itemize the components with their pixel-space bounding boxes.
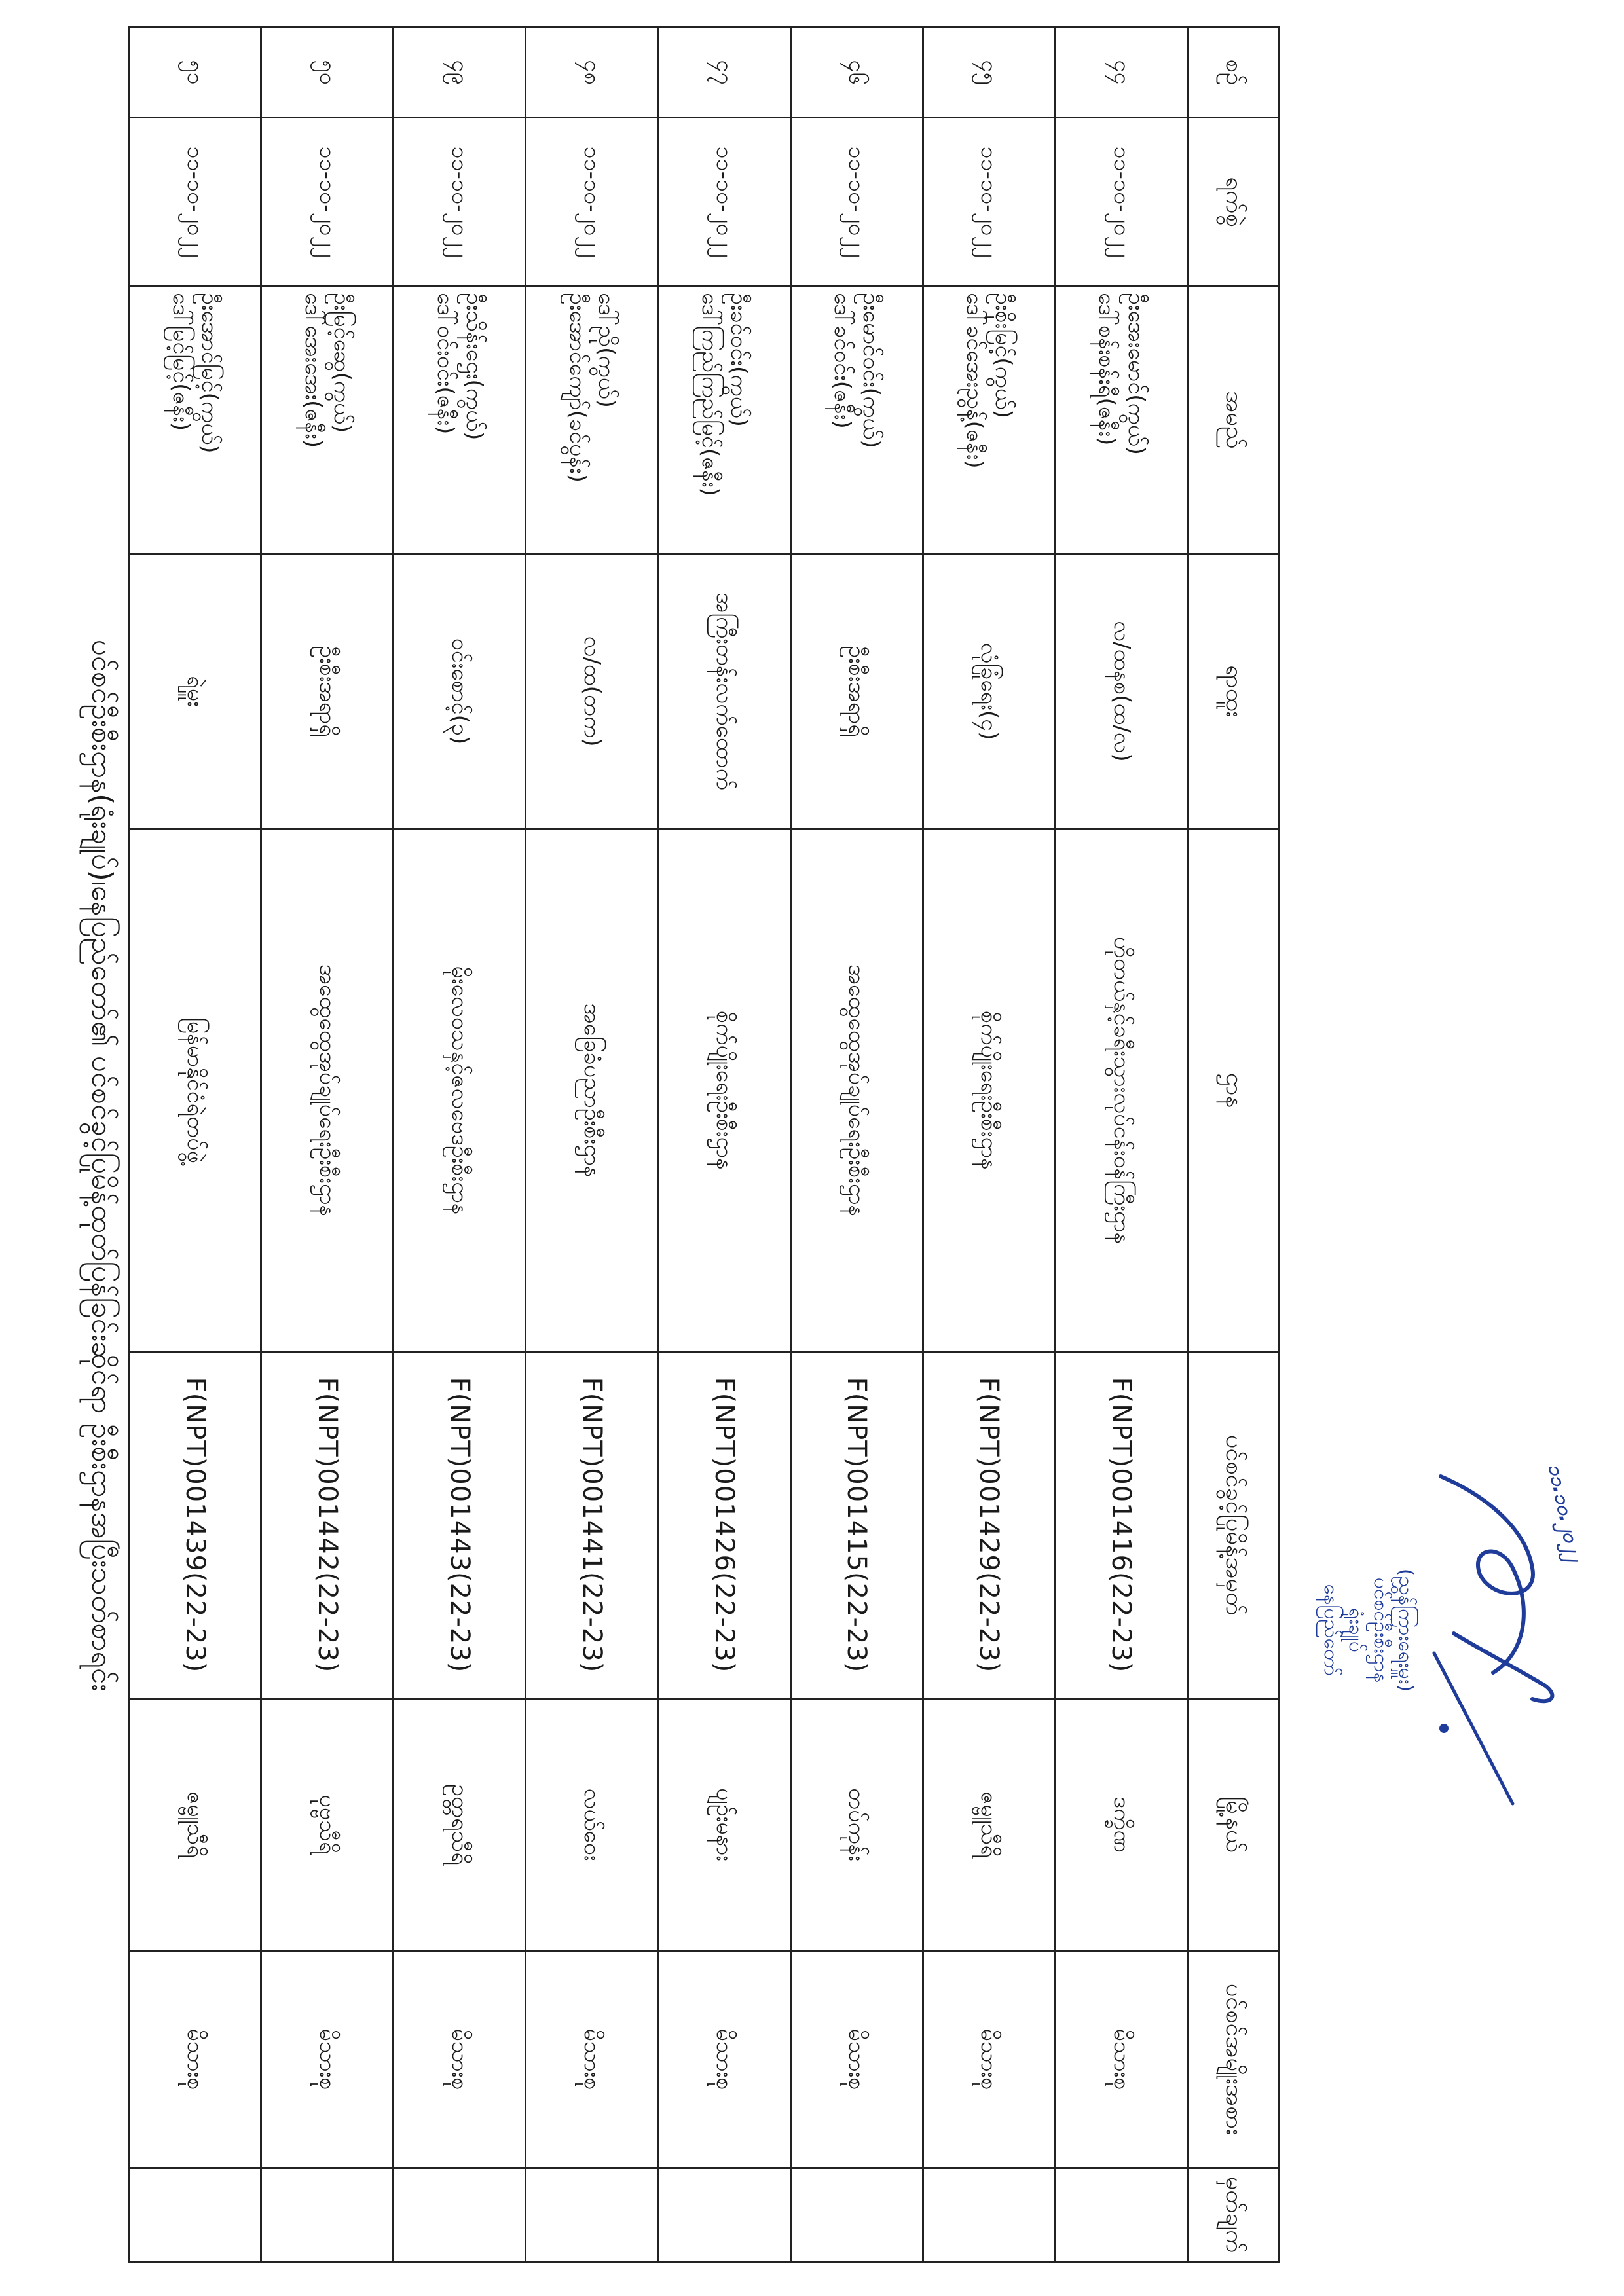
document-title: ပင်စင်ဦးစီးဌာန(ရုံးချုပ်)၊နေပြည်တော်၏ ပင်စင်ခွင့်ပြုမိန့်ထုတ်ပြန်ခြင်းဆိုင်ရာ ဦးစီးဌာနအပြီးသတ်စာရင်း — [85, 639, 119, 1692]
cell-permit: F(NPT)001442(22-23) — [261, 1352, 394, 1699]
cell-remark — [658, 2168, 790, 2262]
cell-type: မိသားစု — [1055, 1951, 1187, 2168]
cell-place: လယ်ဝေး — [526, 1699, 658, 1951]
table-row — [129, 27, 261, 2262]
cell-office: ဟိုတယ်နှင့်ခရီးသွားလုပ်ငန်းဝန်ကြီးဌာန — [1055, 829, 1187, 1352]
stamp-title: (ညွှန်ကြားရေးမှူး) — [1394, 1568, 1417, 1692]
cell-name — [923, 287, 1055, 554]
header-post: ရာထူး — [1188, 554, 1280, 829]
cell-place: ပျဉ်းမနား — [658, 1699, 790, 1951]
cell-office: အထွေထွေအုပ်ချုပ်ရေးဦးစီးဌာန — [790, 829, 923, 1352]
name-primary: ဒေါ်ညို(ကွယ်) — [593, 293, 620, 408]
cell-type: မိသားစု — [790, 1951, 923, 2168]
cell-date: ၁၁-၁၀-၂၀၂၂ — [790, 118, 923, 287]
stamp-city: နေပြည်တော် — [1320, 1584, 1342, 1677]
name-dependent: ဦးအောင်ကျော်(ခင်ပွန်း) — [564, 293, 591, 483]
cell-office: စိုက်ပျိုးရေးဦးစီးဌာန — [658, 829, 790, 1352]
table-header-row — [1188, 27, 1280, 2262]
cell-post: ဦးစီးအရာရှိ — [261, 554, 394, 829]
cell-date: ၁၁-၁၀-၂၀၂၂ — [1055, 118, 1187, 287]
cell-no: ၄၈ — [526, 27, 658, 118]
cell-no: ၄၆ — [790, 27, 923, 118]
cell-remark — [790, 2168, 923, 2262]
name-dependent: ဒေါ်ခင်အေးညွန့်(ဇနီး) — [961, 293, 988, 469]
header-name: အမည် — [1188, 287, 1280, 554]
cell-remark — [1055, 2168, 1187, 2262]
header-place: မြို့နယ် — [1188, 1699, 1280, 1951]
cell-type: မိသားစု — [394, 1951, 526, 2168]
name-dependent: ဒေါ်စန်းစန်းရီ(ဇနီး) — [1094, 293, 1120, 446]
cell-name — [658, 287, 790, 554]
header-remark: မှတ်ချက် — [1188, 2168, 1280, 2262]
header-office: ဌာန — [1188, 829, 1280, 1352]
cell-permit: F(NPT)001443(22-23) — [394, 1352, 526, 1699]
cell-date: ၁၁-၁၀-၂၀၂၂ — [394, 118, 526, 287]
cell-no: ၅၀ — [261, 27, 394, 118]
handwritten-signature — [1408, 1437, 1604, 1823]
name-primary: ဦးသိန်းဌေး(ကွယ်) — [461, 293, 487, 441]
cell-type: မိသားစု — [526, 1951, 658, 2168]
cell-permit: F(NPT)001426(22-23) — [658, 1352, 790, 1699]
name-dependent: ဒေါ်မြင့်မြင့်(ဇနီး) — [167, 293, 194, 431]
cell-post: ဝင်းစောင့်(၃) — [394, 554, 526, 829]
cell-remark — [394, 2168, 526, 2262]
cell-remark — [261, 2168, 394, 2262]
cell-post: အကြီးတန်းလက်ထောက် — [658, 554, 790, 829]
name-dependent: ဒေါ်ခင်ဝင်း(ဇနီး) — [829, 293, 856, 429]
cell-remark — [526, 2168, 658, 2262]
header-permit: ပင်စင်ခွင့်ပြုမိန့်အမှတ် — [1188, 1352, 1280, 1699]
cell-type: မိသားစု — [261, 1951, 394, 2168]
name-dependent: ဒေါ်အေးအေး(ဇနီး) — [299, 293, 326, 448]
cell-office: အခြေခံပညာဦးစီးဌာန — [526, 829, 658, 1352]
approval-date: ၁၁.၁၀.၂၀၂၂ — [1543, 1461, 1587, 1563]
cell-no: ၄၄ — [1055, 27, 1187, 118]
table-row — [923, 27, 1055, 2262]
table-row — [261, 27, 394, 2262]
name-primary: ဦးမောင်ဝင်း(ကွယ်) — [858, 293, 885, 448]
header-no: စဉ် — [1188, 27, 1280, 118]
cell-date: ၁၁-၁၀-၂၀၂၂ — [129, 118, 261, 287]
cell-remark — [923, 2168, 1055, 2262]
name-dependent: ဒေါ်ဝင်းဝင်း(ဇနီး) — [432, 293, 458, 435]
cell-no: ၄၇ — [658, 27, 790, 118]
cell-permit: F(NPT)001415(22-23) — [790, 1352, 923, 1699]
cell-post: လ/ထ(တက) — [526, 554, 658, 829]
approval-block — [1310, 1437, 1604, 1823]
table-row — [526, 27, 658, 2262]
cell-name — [1055, 287, 1187, 554]
cell-name — [790, 287, 923, 554]
table-row — [790, 27, 923, 2262]
name-primary: ဦးအေးမောင်(ကွယ်) — [1122, 293, 1149, 455]
cell-place: တပ်ကုန်း — [790, 1699, 923, 1951]
cell-type: မိသားစု — [129, 1951, 261, 2168]
cell-office: မြန်မာနိုင်ငံရဲတပ်ဖွဲ့ — [129, 829, 261, 1352]
cell-type: မိသားစု — [923, 1951, 1055, 2168]
table-row — [1055, 27, 1187, 2262]
cell-office: မိုးလေဝသနှင့်ဇလဗေဒဦးစီးဌာန — [394, 829, 526, 1352]
cell-date: ၁၁-၁၀-၂၀၂၂ — [923, 118, 1055, 287]
cell-office: စိုက်ပျိုးရေးဦးစီးဌာန — [923, 829, 1055, 1352]
table-row — [394, 27, 526, 2262]
cell-place: ဥတ္တရသီရိ — [394, 1699, 526, 1951]
stamp-department: ပင်စင်ဦးစီးဌာန — [1369, 1577, 1392, 1683]
cell-permit: F(NPT)001416(22-23) — [1055, 1352, 1187, 1699]
cell-no: ၄၉ — [394, 27, 526, 118]
cell-type: မိသားစု — [658, 1951, 790, 2168]
cell-place: ဒက္ခိဏ — [1055, 1699, 1187, 1951]
cell-permit: F(NPT)001439(22-23) — [129, 1352, 261, 1699]
cell-name — [261, 287, 394, 554]
cell-post: ရဲမှူး — [129, 554, 261, 829]
cell-permit: F(NPT)001429(22-23) — [923, 1352, 1055, 1699]
name-primary: ဦးအောင်မြင့်(ကွယ်) — [196, 293, 223, 454]
stamp-office: ရုံးချုပ် — [1344, 1608, 1367, 1652]
cell-post: လုံခြုံရေး(၄) — [923, 554, 1055, 829]
cell-post: ဦးစီးအရာရှိ — [790, 554, 923, 829]
cell-date: ၁၁-၁၀-၂၀၂၂ — [261, 118, 394, 287]
cell-remark — [129, 2168, 261, 2262]
cell-place: ဇမ္ဗူသီရိ — [129, 1699, 261, 1951]
cell-name — [129, 287, 261, 554]
cell-date: ၁၁-၁၀-၂၀၂၂ — [526, 118, 658, 287]
cell-name — [526, 287, 658, 554]
cell-name — [394, 287, 526, 554]
cell-place: ဇမ္ဗူသီရိ — [923, 1699, 1055, 1951]
name-primary: ဦးမြင့်ဆွေ(ကွယ်) — [328, 293, 355, 433]
header-type: ပင်စင်အမျိုးအစား — [1188, 1951, 1280, 2168]
header-date: ရက်စွဲ — [1188, 118, 1280, 287]
name-primary: ဦးစိုးမြင့်(ကွယ်) — [990, 293, 1017, 419]
name-primary: ဦးခင်ဝင်း(ကွယ်) — [726, 293, 752, 427]
pension-approval-table — [128, 26, 1280, 2263]
cell-no: ၅၁ — [129, 27, 261, 118]
cell-place: ပုဗ္ဗသီရိ — [261, 1699, 394, 1951]
cell-date: ၁၁-၁၀-၂၀၂၂ — [658, 118, 790, 287]
cell-office: အထွေထွေအုပ်ချုပ်ရေးဦးစီးဌာန — [261, 829, 394, 1352]
cell-post: လ/ထနစ(ထ/လ) — [1055, 554, 1187, 829]
table-row — [658, 27, 790, 2262]
name-dependent: ဒေါ်ကြည်ကြည်မြင့်(ဇနီး) — [697, 293, 724, 496]
cell-no: ၄၅ — [923, 27, 1055, 118]
cell-permit: F(NPT)001441(22-23) — [526, 1352, 658, 1699]
